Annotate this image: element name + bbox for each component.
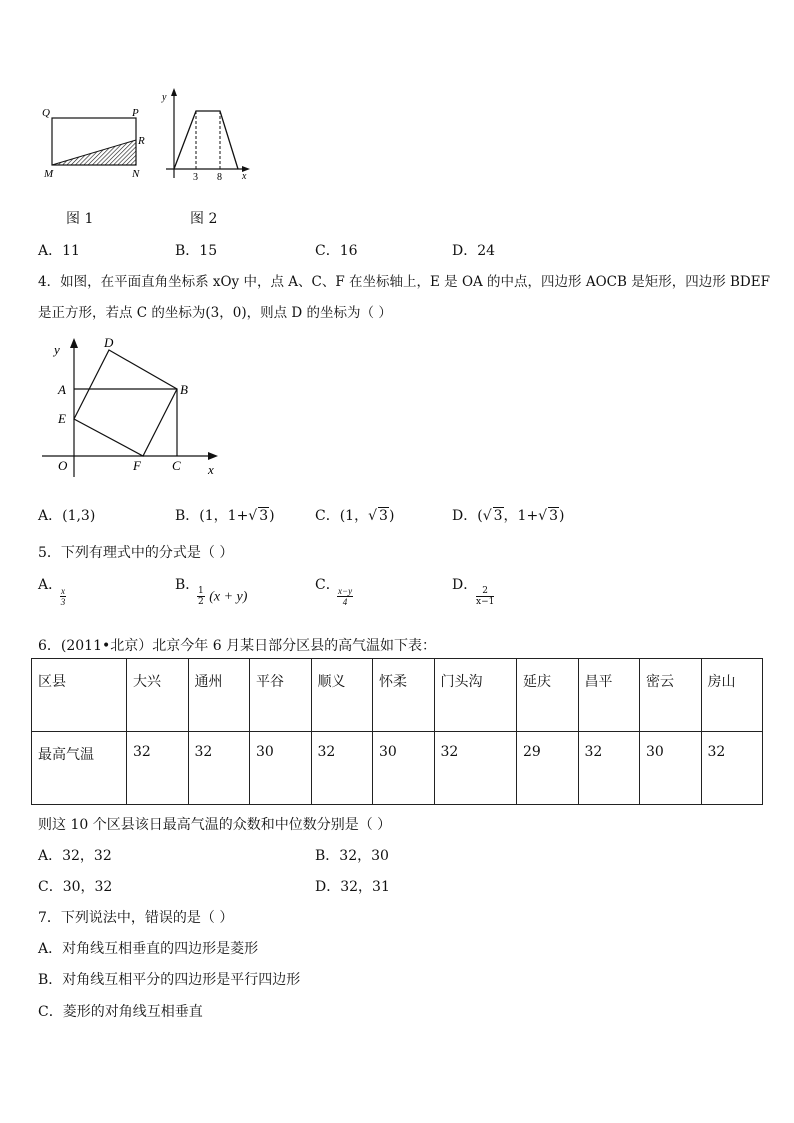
q4-option-d-prefix: D．( bbox=[452, 508, 483, 524]
q5-option-c-label: C． bbox=[315, 577, 340, 593]
table-cell: 区县 bbox=[32, 659, 127, 732]
table-cell: 32 bbox=[127, 732, 189, 805]
table-cell: 怀柔 bbox=[373, 659, 435, 732]
label-m: M bbox=[44, 168, 54, 180]
label-q: Q bbox=[42, 107, 50, 119]
q3-option-a[interactable]: A．11 bbox=[38, 243, 80, 259]
q4-option-a[interactable]: A．(1,3) bbox=[38, 508, 96, 524]
q4-option-d-root-2: 3 bbox=[549, 508, 559, 524]
label-e: E bbox=[58, 411, 66, 426]
q5-option-c[interactable] bbox=[315, 574, 353, 607]
q4-option-c-prefix: C．(1， bbox=[315, 508, 369, 524]
sqrt-sign: √ bbox=[368, 508, 378, 524]
table-cell: 32 bbox=[188, 732, 250, 805]
table-cell: 30 bbox=[373, 732, 435, 805]
q6-question: 则这 10 个区县该日最高气温的众数和中位数分别是（ ） bbox=[38, 817, 392, 833]
q5-fraction-c: $\frac{x-y}{4}$ bbox=[338, 586, 353, 607]
q5-option-a-label: A． bbox=[38, 577, 63, 593]
figure-1-rectangle bbox=[40, 98, 160, 182]
q4-option-d[interactable] bbox=[452, 505, 564, 525]
q4-option-b-prefix: B．(1，1+ bbox=[175, 508, 249, 524]
figure-2-graph bbox=[158, 86, 254, 184]
q4-option-c-root: 3 bbox=[379, 508, 388, 524]
label-o: O bbox=[58, 458, 68, 473]
q5-option-a[interactable] bbox=[38, 574, 66, 607]
label-r: R bbox=[138, 135, 145, 147]
label-p: P bbox=[132, 107, 139, 119]
q6-option-c[interactable]: C．30，32 bbox=[38, 879, 113, 895]
q4-option-d-mid: ，1+ bbox=[503, 508, 539, 524]
table-cell: 平谷 bbox=[250, 659, 312, 732]
tick-3: 3 bbox=[193, 172, 198, 183]
label-y: y bbox=[54, 342, 60, 357]
label-d: D bbox=[104, 335, 114, 350]
q4-option-d-suffix: ) bbox=[559, 508, 565, 524]
table-cell: 32 bbox=[578, 732, 640, 805]
q6-option-d[interactable]: D．32，31 bbox=[315, 879, 390, 895]
q3-option-d[interactable]: D．24 bbox=[452, 243, 496, 259]
table-cell: 昌平 bbox=[578, 659, 640, 732]
label-n: N bbox=[132, 168, 140, 180]
table-cell: 30 bbox=[250, 732, 312, 805]
tick-8: 8 bbox=[217, 172, 222, 183]
table-cell: 32 bbox=[434, 732, 517, 805]
label-c: C bbox=[172, 458, 181, 473]
x-axis-arrow bbox=[208, 452, 218, 460]
q5-option-b-label: B． bbox=[175, 577, 200, 593]
q6-option-a[interactable]: A．32，32 bbox=[38, 848, 112, 864]
label-x: x bbox=[208, 462, 214, 477]
label-b: B bbox=[180, 382, 188, 397]
label-y: y bbox=[162, 92, 167, 103]
table-cell: 32 bbox=[701, 732, 763, 805]
y-axis-arrow bbox=[70, 338, 78, 348]
table-cell: 30 bbox=[640, 732, 702, 805]
table-cell: 密云 bbox=[640, 659, 702, 732]
table-cell: 大兴 bbox=[127, 659, 189, 732]
q5-option-b[interactable] bbox=[175, 574, 248, 607]
shaded-triangle bbox=[52, 140, 136, 165]
q5-fraction-d: $\frac{2}{x-1}$ bbox=[476, 586, 495, 607]
q5-option-d[interactable] bbox=[452, 574, 495, 607]
q5-fraction-b: $\frac{1}{2}$ bbox=[198, 586, 204, 607]
q4-option-c-suffix: ) bbox=[388, 508, 395, 524]
q4-option-b-root: 3 bbox=[259, 508, 269, 524]
table-cell: 最高气温 bbox=[32, 732, 127, 805]
q4-option-b[interactable] bbox=[175, 505, 275, 525]
table-cell: 29 bbox=[517, 732, 579, 805]
table-header-row bbox=[32, 659, 763, 732]
sqrt-sign: √ bbox=[538, 508, 548, 524]
q4-option-b-suffix: ) bbox=[269, 508, 275, 524]
q4-stem-line-2: 是正方形，若点 C 的坐标为(3，0)，则点 D 的坐标为（ ） bbox=[38, 305, 392, 321]
table-cell: 延庆 bbox=[517, 659, 579, 732]
q7-option-a[interactable]: A．对角线互相垂直的四边形是菱形 bbox=[38, 941, 259, 957]
q4-option-d-root-1: 3 bbox=[493, 508, 503, 524]
figure-q4-square-rectangle bbox=[36, 332, 226, 480]
q3-option-b[interactable]: B．15 bbox=[175, 243, 218, 259]
figure-1-caption: 图 1 bbox=[66, 211, 94, 227]
q5-stem: 5．下列有理式中的分式是（ ） bbox=[38, 545, 234, 561]
table-row bbox=[32, 732, 763, 805]
q7-option-b[interactable]: B．对角线互相平分的四边形是平行四边形 bbox=[38, 972, 301, 988]
q4-stem-line-1: 4．如图，在平面直角坐标系 xOy 中，点 A、C、F 在坐标轴上，E 是 OA 的中点，四边形 AOCB 是矩形，四边形 BDEF bbox=[38, 274, 770, 290]
figure-2-caption: 图 2 bbox=[190, 211, 218, 227]
q5-option-b-tail: (x + y) bbox=[209, 589, 248, 605]
q6-stem: 6．(2011•北京）北京今年 6 月某日部分区县的高气温如下表： bbox=[38, 638, 437, 654]
label-f: F bbox=[133, 458, 141, 473]
square-bdef bbox=[74, 350, 177, 456]
label-a: A bbox=[58, 382, 66, 397]
table-cell: 房山 bbox=[701, 659, 763, 732]
graph-line bbox=[174, 111, 238, 169]
table-cell: 32 bbox=[311, 732, 373, 805]
q7-stem: 7．下列说法中，错误的是（ ） bbox=[38, 910, 234, 926]
q6-option-b[interactable]: B．32，30 bbox=[315, 848, 389, 864]
q5-fraction-a: $\frac{x}{3}$ bbox=[60, 586, 66, 607]
sqrt-sign: √ bbox=[482, 508, 492, 524]
q5-option-d-label: D． bbox=[452, 577, 478, 593]
table-cell: 顺义 bbox=[311, 659, 373, 732]
table-cell: 门头沟 bbox=[434, 659, 517, 732]
q4-option-c[interactable] bbox=[315, 505, 394, 525]
sqrt-sign: √ bbox=[248, 508, 258, 524]
q7-option-c[interactable]: C．菱形的对角线互相垂直 bbox=[38, 1004, 203, 1020]
temperature-table bbox=[31, 658, 763, 805]
label-x: x bbox=[242, 171, 247, 182]
y-axis-arrow bbox=[171, 88, 177, 96]
table-cell: 通州 bbox=[188, 659, 250, 732]
q3-option-c[interactable]: C．16 bbox=[315, 243, 358, 259]
